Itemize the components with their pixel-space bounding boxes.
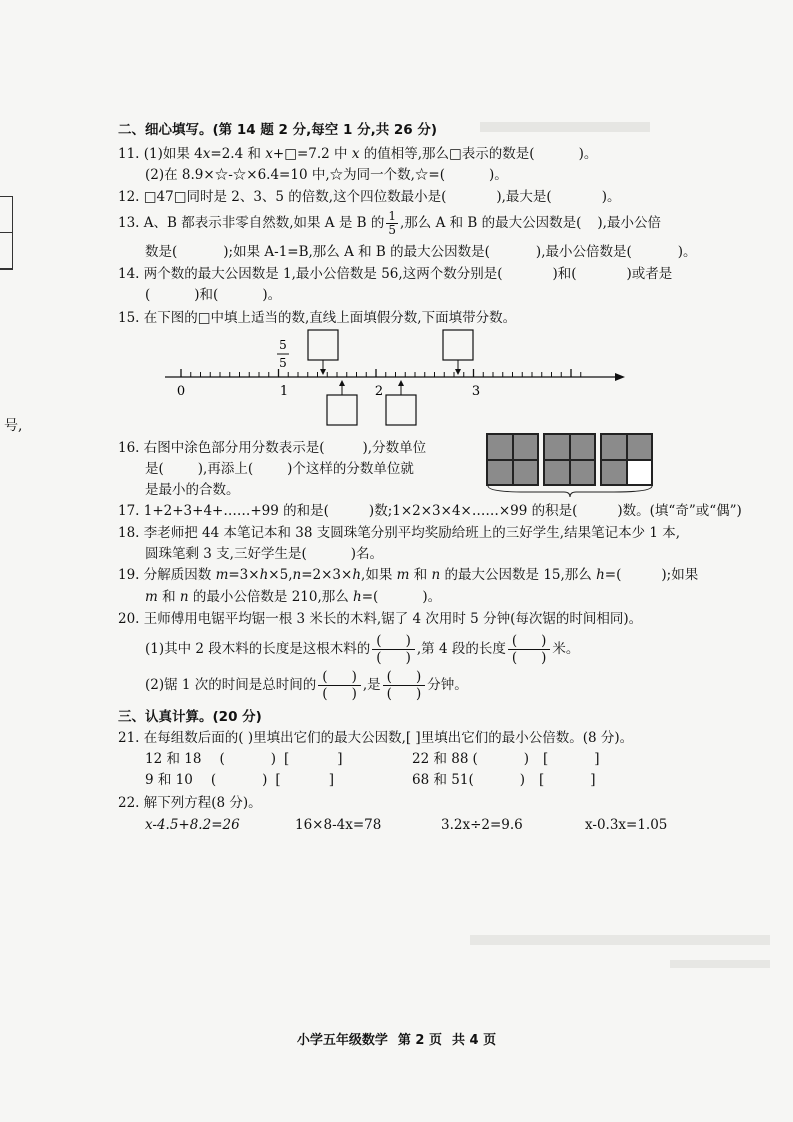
question-13-line-2: 数是( );如果 A-1=B,那么 A 和 B 的最大公因数是( ),最小公倍数是( )。	[145, 244, 697, 260]
tick-label-0: 0	[176, 384, 186, 399]
number-line	[160, 325, 630, 435]
fraction-one-fifth: $\frac{1}{5}$	[388, 209, 396, 237]
section-3-title: 三、认真计算。(20 分)	[118, 709, 262, 725]
brace	[486, 484, 656, 498]
shaded-square-2	[543, 433, 596, 486]
equation-2: 16×8-4x=78	[295, 817, 382, 833]
answer-box-above-2[interactable]	[443, 330, 473, 360]
bleed-through	[480, 122, 650, 132]
question-11-part-2: (2)在 8.9×☆-☆×6.4=10 中,☆为同一个数,☆=( )。	[145, 167, 508, 183]
question-16-line-3: 是最小的合数。	[145, 482, 240, 498]
equation-1: x-4.5+8.2=26	[145, 817, 240, 833]
fraction-label-denominator: 5	[279, 356, 287, 370]
question-20-line-2: (1)其中 2 段木料的长度是这根木料的 $\frac{( )}{( )}$ ,第 4 段的长度 $\frac{( )}{( )}$ 米。	[145, 633, 580, 666]
fraction-label-numerator: 5	[279, 338, 287, 352]
answer-box-below-2[interactable]	[386, 395, 416, 425]
answer-box-above-1[interactable]	[308, 330, 338, 360]
footer-subject: 小学五年级数学	[296, 1033, 388, 1048]
section-2-title: 二、细心填写。(第 14 题 2 分,每空 1 分,共 26 分)	[118, 122, 438, 138]
margin-text: 号,	[4, 418, 23, 434]
question-20-line-1: 20. 王师傅用电锯平均锯一根 3 米长的木料,锯了 4 次用时 5 分钟(每次锯的时间相同)。	[118, 611, 643, 627]
question-22: 22. 解下列方程(8 分)。	[118, 795, 262, 811]
fraction-blank[interactable]: $\frac{( )}{( )}$	[383, 669, 426, 702]
fraction-blank[interactable]: $\frac{( )}{( )}$	[508, 633, 551, 666]
question-21: 21. 在每组数后面的( )里填出它们的最大公因数,[ ]里填出它们的最小公倍数。(8 分)。	[118, 730, 634, 746]
bleed-through	[470, 935, 770, 945]
fraction-blank[interactable]: $\frac{( )}{( )}$	[372, 633, 415, 666]
question-13-line-1: 13. A、B 都表示非零自然数,如果 A 是 B 的 $\frac{1}{5}$ ,那么 A 和 B 的最大公因数是( ),最小公倍	[118, 209, 661, 237]
footer-page: 第 2 页	[397, 1033, 442, 1048]
question-18-line-2: 圆珠笔剩 3 支,三好学生是( )名。	[145, 546, 384, 562]
tick-label-3: 3	[471, 384, 481, 399]
binding-box	[0, 196, 13, 270]
equation-4: x-0.3x=1.05	[585, 817, 668, 833]
question-17: 17. 1+2+3+4+……+99 的和是( )数;1×2×3×4×……×99 的积是( )数。(填“奇”或“偶”)	[118, 503, 742, 519]
bleed-through	[670, 960, 770, 968]
page-footer	[0, 1029, 793, 1048]
q21-pair-3: 9 和 10 ( ) [ ]	[145, 772, 334, 788]
question-14-line-2: ( )和( )。	[145, 287, 282, 303]
q21-pair-2: 22 和 88 ( ) [ ]	[412, 751, 600, 767]
question-20-line-3: (2)锯 1 次的时间是总时间的 $\frac{( )}{( )}$ ,是 $\frac{( )}{( )}$ 分钟。	[145, 669, 468, 702]
question-12: 12. □47□同时是 2、3、5 的倍数,这个四位数最小是( ),最大是( )。	[118, 189, 621, 205]
tick-label-2: 2	[374, 384, 384, 399]
shaded-square-3	[600, 433, 653, 486]
shaded-square-1	[486, 433, 539, 486]
question-16-line-2: 是( ),再添上( )个这样的分数单位就	[145, 461, 414, 477]
question-11-part-1: 11. (1)如果 4x=2.4 和 x+□=7.2 中 x 的值相等,那么□表示的数是( )。	[118, 146, 598, 162]
q21-pair-4: 68 和 51( ) [ ]	[412, 772, 596, 788]
tick-label-1: 1	[279, 384, 289, 399]
equation-3: 3.2x÷2=9.6	[441, 817, 523, 833]
q21-pair-1: 12 和 18 ( ) [ ]	[145, 751, 343, 767]
fraction-blank[interactable]: $\frac{( )}{( )}$	[318, 669, 361, 702]
question-16-line-1: 16. 右图中涂色部分用分数表示是( ),分数单位	[118, 440, 427, 456]
question-15: 15. 在下图的□中填上适当的数,直线上面填假分数,下面填带分数。	[118, 310, 517, 326]
question-19-line-1: 19. 分解质因数 m=3×h×5,n=2×3×h,如果 m 和 n 的最大公因数是 15,那么 h=( );如果	[118, 567, 699, 583]
question-14-line-1: 14. 两个数的最大公因数是 1,最小公倍数是 56,这两个数分别是( )和( )或者是	[118, 266, 673, 282]
question-19-line-2: m 和 n 的最小公倍数是 210,那么 h=( )。	[145, 589, 442, 605]
footer-total: 共 4 页	[452, 1033, 497, 1048]
question-18-line-1: 18. 李老师把 44 本笔记本和 38 支圆珠笔分别平均奖励给班上的三好学生,结果笔记本少 1 本,	[118, 525, 681, 541]
answer-box-below-1[interactable]	[327, 395, 357, 425]
